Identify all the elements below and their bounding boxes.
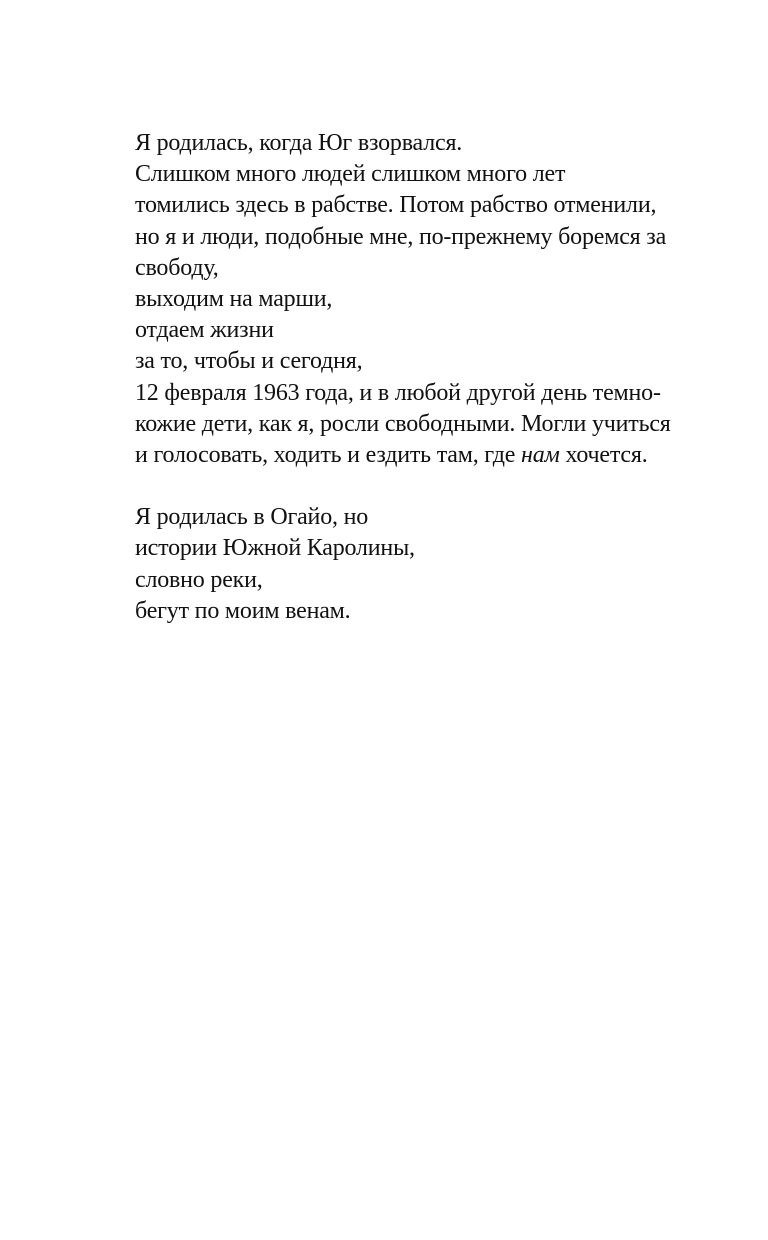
- poem-line: выходим на марши,: [135, 286, 333, 313]
- poem-line: но я и люди, подобные мне, по-прежнему боремся за: [135, 223, 667, 250]
- stanza-1: [135, 128, 695, 471]
- emphasized-word: нам: [521, 442, 560, 469]
- poem-line: словно реки,: [135, 566, 263, 593]
- poem-line: кожие дети, как я, росли свободными. Могли учиться: [135, 410, 671, 437]
- poem-line: за то, чтобы и сегодня,: [135, 348, 363, 375]
- poem-line: свободу,: [135, 254, 219, 281]
- poem-line: отдаем жизни: [135, 317, 274, 344]
- line-text-before: и голосовать, ходить и ездить там, где: [135, 442, 522, 469]
- poem-line: Слишком много людей слишком много лет: [135, 161, 566, 188]
- poem-line: Я родилась в Огайо, но: [135, 504, 369, 531]
- poem-line: Я родилась, когда Юг взорвался.: [135, 130, 463, 156]
- line-text-after: хочется.: [559, 442, 648, 469]
- poem-line: 12 февраля 1963 года, и в любой другой день темно-: [135, 379, 661, 406]
- poem-line: томились здесь в рабстве. Потом рабство отменили,: [135, 192, 657, 219]
- poem-text: [135, 128, 695, 627]
- poem-line-with-emphasis: [135, 440, 695, 471]
- poem-line: истории Южной Каролины,: [135, 535, 415, 562]
- stanza-2: [135, 502, 695, 627]
- poem-line: бегут по моим венам.: [135, 597, 351, 624]
